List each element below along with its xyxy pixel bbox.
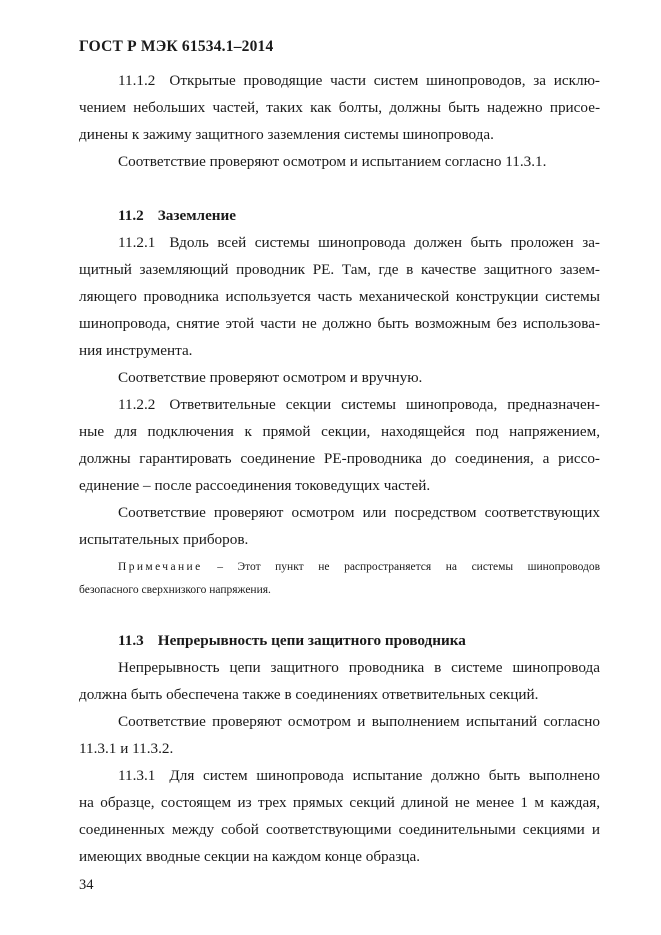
clause-number: 11.2.1: [118, 234, 156, 251]
document-header: ГОСТ Р МЭК 61534.1–2014: [79, 38, 274, 55]
paragraph-line: ния инструмента.: [79, 342, 193, 359]
note-line: [118, 560, 600, 574]
note-line: безопасного сверхнизкого напряжения.: [79, 584, 271, 596]
paragraph-line: Соответствие проверяют осмотром и выполнением испытаний согласно: [118, 713, 600, 730]
clause-text: Открытые проводящие части систем шинопроводов, за исклю-: [169, 72, 600, 89]
paragraph-line: должны гарантировать соединение PE-проводника до соединения, а риссо-: [79, 450, 600, 467]
paragraph-line: 11.3.1 и 11.3.2.: [79, 740, 174, 757]
paragraph-line: динены к зажиму защитного заземления системы шинопровода.: [79, 126, 494, 143]
section-number: 11.2: [118, 207, 144, 224]
section-heading: [118, 207, 639, 225]
section-heading: [118, 632, 639, 650]
page-number: 34: [79, 877, 94, 893]
section-title: Непрерывность цепи защитного проводника: [157, 632, 466, 649]
paragraph-line: чением небольших частей, таких как болты, должны быть надежно присое-: [79, 99, 600, 116]
clause-number: 11.2.2: [118, 396, 156, 413]
note-label: Примечание: [118, 561, 203, 573]
paragraph-line: ные для подключения к прямой секции, находящейся под напряжением,: [79, 423, 600, 440]
clause-text: Для систем шинопровода испытание должно быть выполнено: [169, 767, 600, 784]
paragraph-line: имеющих вводные секции на каждом конце образца.: [79, 848, 421, 865]
paragraph-line: Непрерывность цепи защитного проводника в системе шинопровода: [118, 659, 600, 676]
paragraph-line: [118, 767, 600, 785]
paragraph-line: [118, 234, 600, 252]
clause-number: 11.3.1: [118, 767, 156, 784]
clause-text: Вдоль всей системы шинопровода должен быть проложен за-: [169, 234, 600, 251]
paragraph-line: ляющего проводника используется часть механической конструкции системы: [79, 288, 600, 305]
section-number: 11.3: [118, 632, 144, 649]
paragraph-line: [118, 396, 600, 414]
paragraph-line: Соответствие проверяют осмотром или посредством соответствующих: [118, 504, 600, 521]
clause-number: 11.1.2: [118, 72, 156, 89]
paragraph-line: единение – после рассоединения токоведущих частей.: [79, 477, 431, 494]
paragraph-line: соединенных между собой соответствующими соединительными секциями и: [79, 821, 600, 838]
note-text: – Этот пункт не распространяется на системы шинопроводов: [217, 561, 601, 573]
section-title: Заземление: [157, 207, 237, 224]
clause-text: Ответвительные секции системы шинопровода, предназначен-: [169, 396, 600, 413]
paragraph-line: щитный заземляющий проводник PE. Там, где в качестве защитного зазем-: [79, 261, 600, 278]
paragraph-line: Соответствие проверяют осмотром и испытанием согласно 11.3.1.: [118, 153, 547, 170]
paragraph-line: на образце, состоящем из трех прямых секций длиной не менее 1 м каждая,: [79, 794, 600, 811]
paragraph-line: Соответствие проверяют осмотром и вручную.: [118, 369, 423, 386]
paragraph-line: [118, 72, 600, 90]
paragraph-line: испытательных приборов.: [79, 531, 249, 548]
paragraph-line: должна быть обеспечена также в соединениях ответвительных секций.: [79, 686, 539, 703]
paragraph-line: шинопровода, снятие этой части не должно быть возможным без использова-: [79, 315, 600, 332]
